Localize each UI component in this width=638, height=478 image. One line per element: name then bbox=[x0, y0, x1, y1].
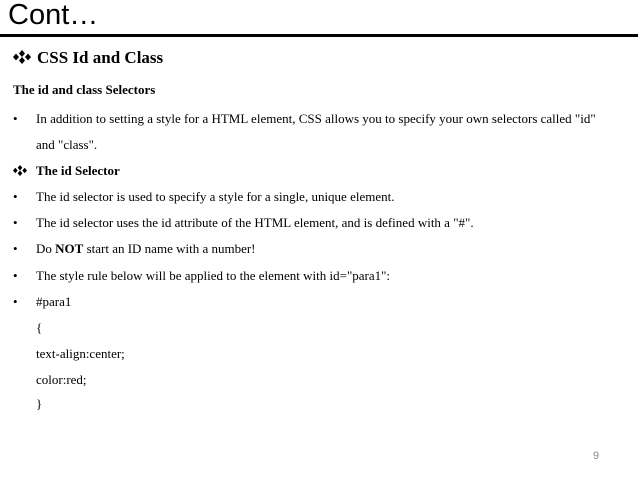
bullet-text-2: The id selector uses the id attribute of the HTML element, and is defined with a "#". bbox=[36, 215, 474, 230]
code-line-3: text-align:center; bbox=[36, 346, 125, 361]
slide-title: Cont… bbox=[8, 0, 99, 31]
bullet-point: • bbox=[13, 268, 18, 283]
bullet-point: • bbox=[13, 294, 18, 309]
bullet-point: • bbox=[13, 215, 18, 230]
bullet-text-3-prefix: Do bbox=[36, 241, 56, 256]
section-heading bbox=[13, 48, 163, 68]
id-selector-heading-text: The id Selector bbox=[36, 163, 120, 178]
bullet-text-3-suffix: start an ID name with a number! bbox=[83, 241, 256, 256]
page-number: 9 bbox=[593, 450, 600, 462]
bullet-point: • bbox=[13, 111, 18, 126]
subheading: The id and class Selectors bbox=[13, 82, 156, 97]
code-line-2: { bbox=[36, 320, 43, 335]
diamond-bullet-icon bbox=[13, 165, 27, 176]
title-underline bbox=[0, 34, 638, 37]
section-heading-text: CSS Id and Class bbox=[37, 48, 164, 67]
diamond-bullet-icon bbox=[13, 50, 31, 64]
id-selector-heading bbox=[13, 163, 120, 179]
bullet-point: • bbox=[13, 241, 18, 256]
code-line-1: #para1 bbox=[36, 294, 72, 309]
bullet-point: • bbox=[13, 189, 18, 204]
bullet-text-3-bold: NOT bbox=[55, 241, 84, 256]
bullet-text-4: The style rule below will be applied to the element with id="para1": bbox=[36, 268, 391, 283]
bullet-text-3 bbox=[36, 241, 256, 257]
code-line-4: color:red; bbox=[36, 372, 87, 387]
bullet-text-1: The id selector is used to specify a style for a single, unique element. bbox=[36, 189, 395, 204]
intro-text-line2: and "class". bbox=[36, 137, 98, 152]
code-line-5: } bbox=[36, 396, 43, 411]
intro-text-line1: In addition to setting a style for a HTML element, CSS allows you to specify your own selectors called "id" bbox=[36, 111, 596, 126]
